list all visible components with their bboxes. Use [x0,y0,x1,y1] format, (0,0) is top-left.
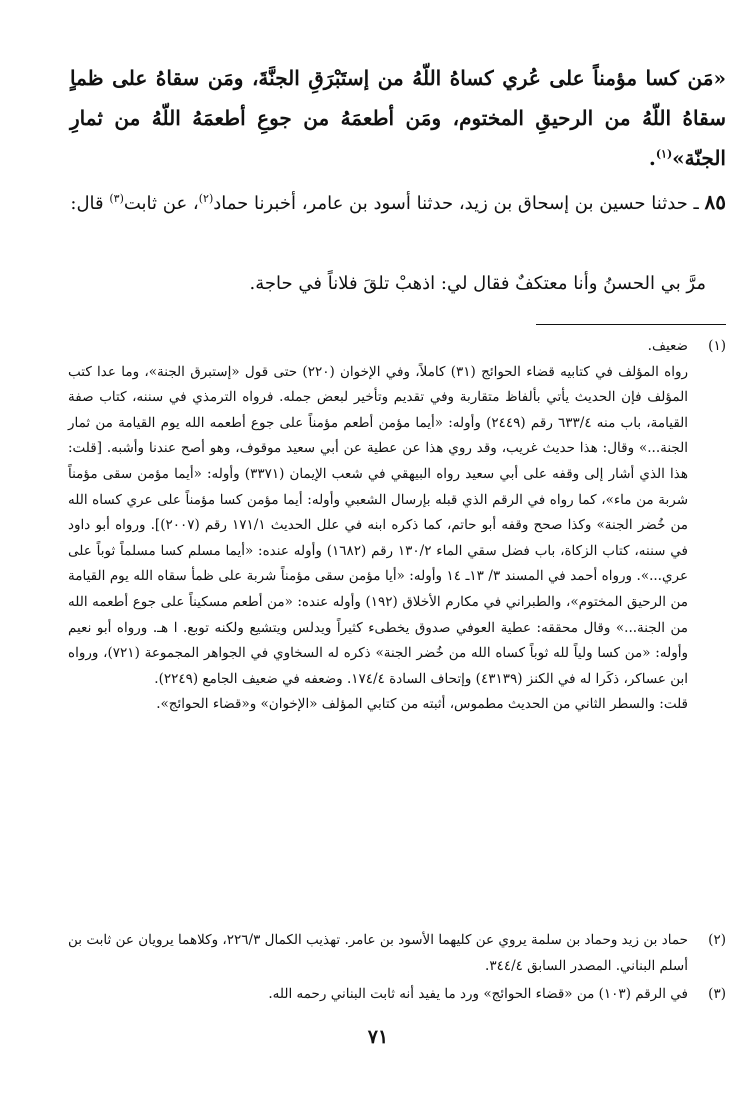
hadith-number: ٨٥ [704,190,726,214]
footnote-separator [536,324,726,325]
hadith-body: «مَن كسا مؤمناً على عُري كساهُ اللّهُ من إستَبْرَقِ الجنَّةَ، ومَن سقاهُ على ظماٍ سقاهُ اللّهُ من الرحيقِ المختوم، ومَن أطعمَهُ من جوعِ أطعمَهُ اللّهُ من ثمارِ الجنّة» [70,66,726,170]
footnote-1 [68,334,726,718]
page-number: ٧١ [367,1026,389,1048]
footnote-number: (٣) [708,986,726,1002]
narration-chain [70,182,726,224]
narration-quote: مرَّ بي الحسنُ وأنا معتكفٌ فقال لي: اذهبْ تلقَ فلاناً في حاجة. [249,273,706,294]
footnote-number: (٢) [708,932,726,948]
footnote-note: قلت: والسطر الثاني من الحديث مطموس، أثبته من كتابي المؤلف «الإخوان» و«قضاء الحوائج». [156,696,688,713]
footnote-takhrij: رواه المؤلف في كتابيه قضاء الحوائج (٣١) كاملاً، وفي الإخوان (٢٢٠) حتى قول «إستبرق الجنة»، وما عدا كتب المؤلف فإن الحديث يأتي بألفاظ متقاربة وفي تقديم وتأخير لبعض جمله. فرواه الترمذي في سننه، كتاب صفة القيامة، باب منه ٦٣٣/٤ رقم (٢٤٤٩) وأوله: «أيما مؤمن أطعم مؤمناً على جوع أطعمه الله يوم القيامة من ثمار الجنة...» وقال: هذا حديث غريب، وقد روي هذا عن عطية عن أبي سعيد موقوف، وهو أصح عندنا وأشبه. [قلت: هذا الذي أشار إلى وقفه على أبي سعيد رواه البيهقي في شعب الإيمان (٣٣٧١) وأوله: «أيما مؤمن سقى مؤمناً شربة من ماء»، كما رواه في الرقم الذي قبله بإرسال الشعبي وأوله: أيما مؤمن كسا مؤمناً على عري كساه الله من خُضر الجنة» وكذا صحح وقفه أبو حاتم، كما ذكره ابنه في علل الحديث ١٧١/١ رقم (٢٠٠٧)]. ورواه أبو داود في سننه، كتاب الزكاة، باب فضل سقي الماء ١٣٠/٢ رقم (١٦٨٢) وأوله عنده: «أيما مسلم كسا مسلماً ثوباً على عري...». ورواه أحمد في المسند ٣/ ١٣ـ ١٤ وأوله: «أيا مؤمن سقى مؤمناً شربة على ظمأ سقاه الله يوم القيامة من الرحيق المختوم»، والطبراني في مكارم الأخلاق (١٩٢) وأوله عنده: «من أطعم مسكيناً على جوع أطعمه الله من الجنة...» وقال محققه: عطية العوفي صدوق يخطىء كثيراً ويدلس ويتشيع ولكنه توبع. ا هـ. ورواه أبو نعيم وأوله: «من كسا ولياً لله ثوباً كساه الله من خُضر الجنة» ذكره له السخاوي في الجواهر المجموعة (٧٢١)، ورواه ابن عساكر، ذكَرا له في الكنز (٤٣١٣٩) وإتحاف السادة ١٧٤/٤. وضعفه في ضعيف الجامع (٢٢٤٩). [68,363,689,687]
footnote-3 [68,982,726,1008]
hadith-end-mark: . [648,146,656,170]
isnad-part-a: ـ حدثنا حسين بن إسحاق بن زيد، حدثنا أسود بن عامر، أخبرنا حماد [213,193,699,214]
footnote-number: (١) [708,338,726,354]
footnote-grade: ضعيف. [647,338,688,354]
footnote-text: في الرقم (١٠٣) من «قضاء الحوائج» ورد ما يفيد أنه ثابت البناني رحمه الله. [268,986,688,1002]
isnad-part-b: ، عن ثابت [123,193,199,214]
footnote-ref-1[interactable]: (١) [655,147,673,161]
footnote-text: حماد بن زيد وحماد بن سلمة يروي عن كليهما الأسود بن عامر. تهذيب الكمال ٢٢٦/٣، وكلاهما يرويان عن ثابت بن أسلم البناني. المصدر السابق ٣٤٤/٤. [68,932,688,974]
footnote-body [68,982,688,1008]
footnote-body [68,334,688,718]
footnote-ref-2[interactable]: (٢) [198,192,214,205]
footnote-ref-3[interactable]: (٣) [109,192,124,205]
footnote-body [68,928,688,979]
hadith-text [70,58,726,178]
footnote-2 [68,928,726,979]
isnad-part-c: قال: [70,193,110,214]
